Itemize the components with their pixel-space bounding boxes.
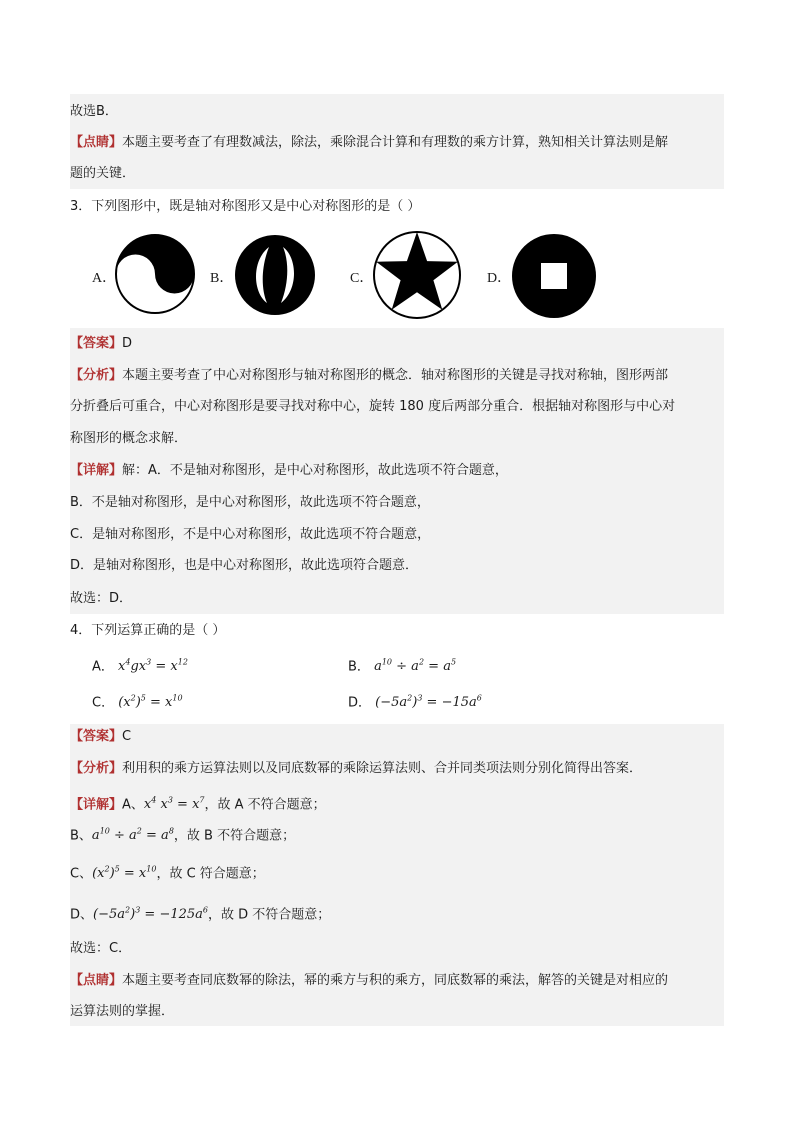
answer-line-q4 (70, 728, 131, 746)
detail-line-3: C．是轴对称图形，不是中心对称图形，故此选项不符合题意， (70, 527, 431, 542)
detail-tag: 【详解】 (70, 463, 123, 478)
dianjing-line-1 (70, 134, 668, 152)
question-4-stem: 4．下列运算正确的是（ ） (70, 623, 226, 638)
detail-line-2: B．不是轴对称图形，是中心对称图形，故此选项不符合题意， (70, 495, 430, 510)
analysis-text-q4: 利用积的乘方运算法则以及同底数幂的乘除运算法则、合并同类项法则分别化简得出答案． (122, 761, 643, 776)
detail-line-d (70, 902, 330, 924)
choice-line-q2: 故选B． (70, 104, 118, 119)
answer-value-q4: C (122, 729, 132, 744)
detail-tag-q4: 【详解】 (70, 797, 123, 813)
square-circle-figure (511, 233, 597, 319)
analysis-tag-q4: 【分析】 (70, 761, 123, 776)
detail-b-expr: $a^{10} \div a^2 = a^8$ (91, 827, 174, 844)
option-b-label: B． (348, 659, 370, 675)
dianjing-tag: 【点睛】 (70, 135, 123, 150)
detail-d-expr: $(-5a^2)^3 = -125a^6$ (93, 906, 208, 923)
detail-c-expr: $(x^2)^5 = x^{10}$ (92, 865, 157, 882)
option-c (92, 690, 183, 712)
detail-c-pre: C、 (70, 866, 93, 882)
detail-b-pre: B、 (70, 828, 92, 844)
dianjing-line-2: 题的关键． (70, 166, 136, 181)
star-circle-figure (372, 230, 462, 320)
figure-label-a: A． (92, 271, 117, 286)
choice-line-q4: 故选：C． (70, 941, 132, 956)
answer-tag-q4: 【答案】 (70, 729, 123, 744)
option-d-expr: $(-5a^2)^3 = -15a^6$ (375, 694, 482, 711)
detail-d-pre: D、 (70, 907, 94, 923)
option-d (348, 690, 482, 712)
analysis-text-1: 本题主要考查了中心对称图形与轴对称图形的概念．轴对称图形的关键是寻找对称轴，图形两部 (122, 368, 669, 383)
detail-line-b (70, 823, 295, 845)
option-a-expr: $x^4gx^3 = x^{12}$ (118, 658, 188, 675)
yin-yang-figure (114, 233, 196, 315)
detail-line-c (70, 861, 265, 883)
dianjing-q4-line-1 (70, 972, 668, 990)
choice-line-q3: 故选：D． (70, 591, 133, 606)
answer-value: D (122, 336, 133, 351)
answer-line-q3 (70, 335, 132, 353)
detail-text-1: 解：A．不是轴对称图形，是中心对称图形，故此选项不符合题意， (122, 463, 508, 478)
figure-label-d: D． (487, 271, 512, 286)
dianjing-q4-text-1: 本题主要考查同底数幂的除法，幂的乘方与积的乘方，同底数幂的乘法，解答的关键是对相应的 (122, 973, 669, 988)
analysis-tag: 【分析】 (70, 368, 123, 383)
figure-label-c: C． (350, 271, 374, 286)
detail-d-post: ，故 D 不符合题意； (208, 907, 331, 923)
analysis-line-2: 分折叠后可重合，中心对称图形是要寻找对称中心，旋转 180 度后两部分重合．根据轴对称图形与中心对 (70, 399, 676, 414)
detail-b-post: ，故 B 不符合题意； (173, 828, 296, 844)
analysis-line-3: 称图形的概念求解． (70, 431, 188, 446)
detail-a-post: ，故 A 不符合题意； (204, 797, 326, 813)
dianjing-text-1: 本题主要考查了有理数减法，除法，乘除混合计算和有理数的乘方计算，熟知相关计算法则是解 (122, 135, 669, 150)
option-b (348, 654, 456, 676)
question-3-stem: 3．下列图形中，既是轴对称图形又是中心对称图形的是（ ） (70, 199, 421, 214)
detail-line-1 (70, 462, 508, 480)
option-d-label: D． (348, 695, 372, 711)
detail-a-pre: A、 (122, 797, 144, 813)
detail-line-a (70, 792, 326, 814)
option-a-label: A． (92, 659, 114, 675)
option-c-label: C． (92, 695, 115, 711)
analysis-line-q4 (70, 760, 642, 778)
dianjing-q4-line-2: 运算法则的掌握． (70, 1004, 175, 1019)
figure-label-b: B． (210, 271, 234, 286)
detail-c-post: ，故 C 符合题意； (156, 866, 265, 882)
option-b-expr: $a^{10} \div a^2 = a^5$ (374, 658, 457, 675)
answer-tag: 【答案】 (70, 336, 123, 351)
analysis-line-1 (70, 367, 668, 385)
option-a (92, 654, 188, 676)
dianjing-tag-q4: 【点睛】 (70, 973, 123, 988)
leaf-circle-figure (233, 233, 317, 317)
detail-a-expr: $x^4$ $x^3 = x^7$ (143, 796, 205, 813)
option-c-expr: $(x^2)^5 = x^{10}$ (118, 694, 183, 711)
detail-line-4: D．是轴对称图形，也是中心对称图形，故此选项符合题意． (70, 558, 419, 573)
